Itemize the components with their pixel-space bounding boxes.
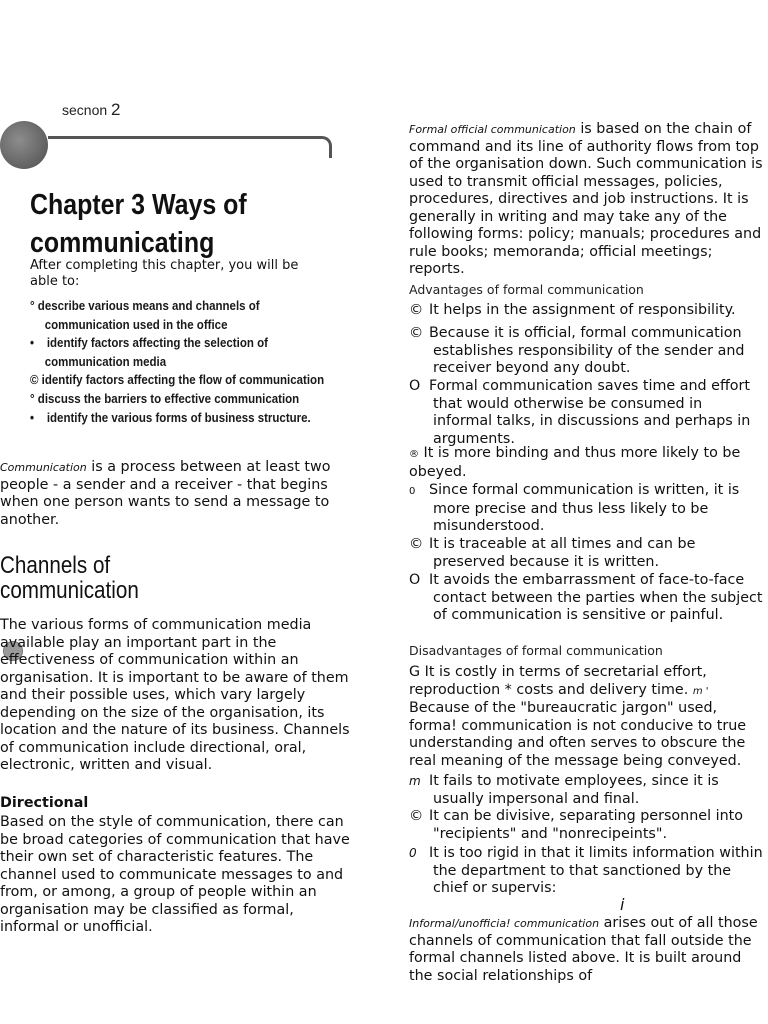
chapter-intro: After completing this chapter, you will be able to: — [30, 258, 299, 289]
advantage-item: O Formal communication saves time and effort that would otherwise be consumed in informal talks, in discussions and perhaps in arguments. — [409, 378, 751, 447]
section-word: secnon — [62, 102, 108, 118]
section-label — [62, 100, 121, 120]
definition-lead: Communication — [0, 461, 87, 474]
channels-paragraph: The various forms of communication media available play an important part in the effectiveness of communication within an organisation. It is important to be aware of them and their possible uses, which vary largely depending on the size of the organisation, its location and the nature of its business. Channels of communication include directional, oral, electronic, written and visual. — [0, 617, 350, 773]
objectives-list — [30, 297, 370, 427]
disadvantage-item: © It can be divisive, separating personnel into "recipients" and "nonrecipeints". — [409, 808, 744, 842]
objective-item: ° discuss the barriers to effective communication — [30, 391, 300, 406]
section-circle-icon — [0, 121, 48, 169]
stray-mark: i — [620, 895, 625, 914]
channels-heading: Channels of communication — [0, 552, 139, 604]
definition-paragraph — [0, 459, 352, 529]
section-number: 2 — [111, 100, 121, 119]
advantage-item: 0 Since formal communication is written, it is more precise and thus less likely to be misunderstood. — [409, 482, 740, 534]
disadvantages-heading: Disadvantages of formal communication — [409, 643, 663, 658]
formal-paragraph — [409, 121, 767, 279]
advantage-item: © It helps in the assignment of responsibility. — [409, 302, 736, 318]
directional-paragraph: Based on the style of communication, there can be broad categories of communication that have their own set of characteristic features. The channel used to communicate messages to and from, or among, a group of people within an organisation may be classified as formal, informal or unofficial. — [0, 814, 350, 935]
formal-lead: Formal official communication — [409, 123, 576, 136]
advantage-item: © Because it is official, formal communication establishes responsibility of the sender and receiver beyond any doubt. — [409, 325, 745, 376]
objective-item: • identify factors affecting the selection of communication media — [30, 336, 268, 369]
informal-lead: Informal/unofficia! communication — [409, 917, 600, 930]
advantage-item: ® It is more binding and thus more likely to be obeyed. — [409, 445, 741, 480]
advantage-item: O It avoids the embarrassment of face-to-face contact between the parties when the subject of communication is sensitive or painful. — [409, 572, 763, 623]
formal-text: is based on the chain of command and its line of authority flows from top of the organisation down. Such communication is used to transmit official messages, policies, procedures, directives and job instructions. It is generally in writing and may take any of the following forms: policy; manuals; procedures and rule books; memoranda; official meetings; reports. — [409, 121, 763, 277]
header-rule — [48, 136, 332, 158]
objective-item: • identify the various forms of business structure. — [30, 410, 311, 425]
directional-heading: Directional — [0, 795, 89, 811]
objective-item: ° describe various means and channels of communication used in the office — [30, 299, 260, 332]
advantage-item: © It is traceable at all times and can be preserved because it is written. — [409, 536, 696, 570]
disadvantage-jargon: Because of the "bureaucratic jargon" used, forma! communication is not conducive to true understanding and often serves to obscure the real meaning of the message being conveyed. — [409, 700, 747, 769]
chapter-title: Chapter 3 Ways of communicating — [30, 189, 247, 259]
objective-item: © identify factors affecting the flow of communication — [30, 373, 325, 388]
disadvantage-item: m It fails to motivate employees, since it is usually impersonal and final. — [409, 773, 719, 807]
definition-text: is a process between at least two people - a sender and a receiver - that begins when one person wants to send a message to another. — [0, 459, 331, 528]
informal-paragraph — [409, 915, 767, 985]
advantages-heading: Advantages of formal communication — [409, 282, 644, 297]
informal-text: arises out of all those channels of communication that fall outside the formal channels listed above. It is built around the social relationships of — [409, 915, 758, 984]
disadvantage-item: 0 It is too rigid in that it limits information within the department to that sanctioned by the chief or supervis: — [409, 845, 763, 896]
disadvantage-cost: G It is costly in terms of secretarial effort, reproduction * costs and delivery time. m ' — [409, 664, 709, 698]
